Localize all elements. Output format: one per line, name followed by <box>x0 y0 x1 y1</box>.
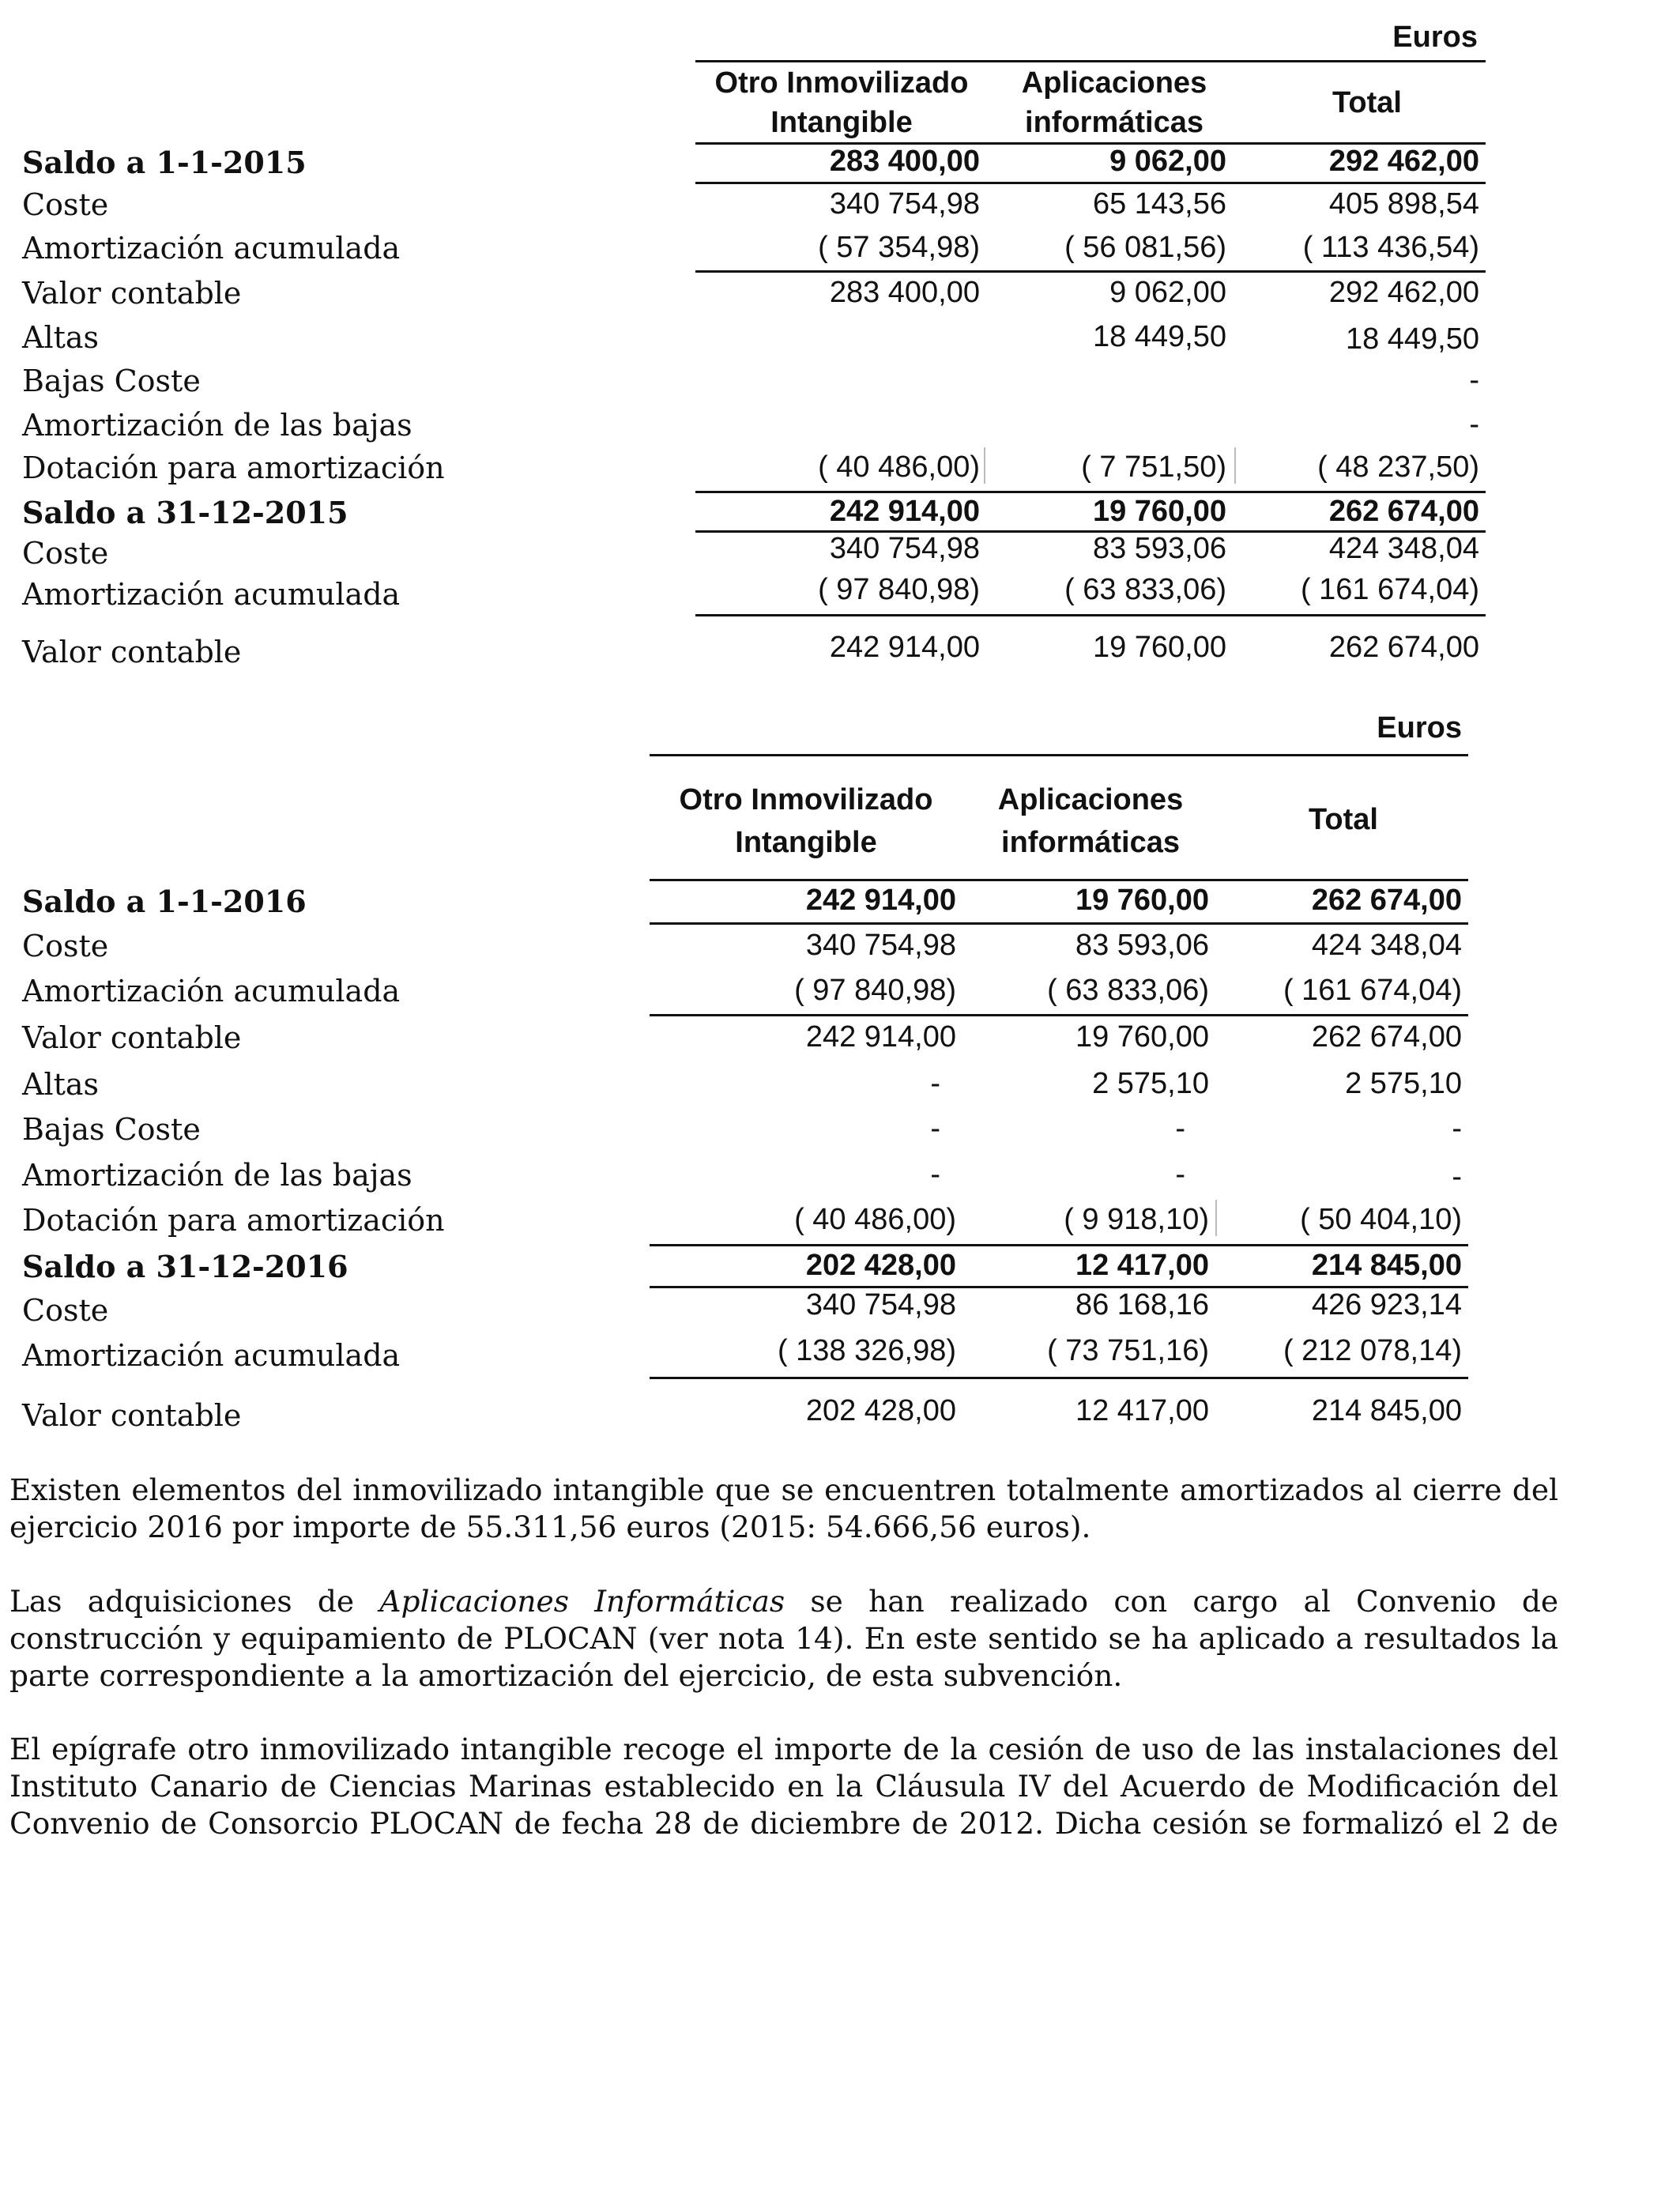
row-label: Amortización de las bajas <box>22 1158 412 1193</box>
cell-value: 18 449,50 <box>1345 322 1479 356</box>
row-rule <box>695 270 1486 273</box>
cell-value: 2 575,10 <box>1092 1067 1209 1100</box>
row-label: Coste <box>22 1293 109 1328</box>
cell-value: 262 674,00 <box>1328 631 1479 664</box>
column-header-total: Total <box>1332 86 1402 119</box>
cell-value: ( 7 751,50) <box>1081 450 1226 484</box>
units-label: Euros <box>1392 21 1478 54</box>
cell-value: 242 914,00 <box>829 495 980 528</box>
cell-value: ( 97 840,98) <box>818 573 980 606</box>
row-label: Amortización acumulada <box>22 577 401 612</box>
cell-value: ( 63 833,06) <box>1047 974 1209 1007</box>
row-label: Amortización acumulada <box>22 974 401 1008</box>
cell-value: ( 57 354,98) <box>818 231 980 264</box>
cell-value: 242 914,00 <box>805 884 956 917</box>
cell-value: 18 449,50 <box>1092 320 1226 353</box>
cell-value: 292 462,00 <box>1328 145 1479 178</box>
paragraph-line <box>9 1583 1558 1620</box>
row-label: Bajas Coste <box>22 364 201 398</box>
row-label: Bajas Coste <box>22 1112 201 1147</box>
row-rule <box>650 1377 1468 1379</box>
paragraph-acquisitions <box>9 1583 1558 1695</box>
cell-value: 214 845,00 <box>1311 1249 1462 1282</box>
cell-value: 340 754,98 <box>805 929 956 962</box>
cell-value: ( 40 486,00) <box>818 450 980 484</box>
cell-value: 83 593,06 <box>1075 929 1209 962</box>
row-rule <box>695 182 1486 184</box>
row-label: Amortización acumulada <box>22 1338 401 1373</box>
cell-value: 202 428,00 <box>805 1394 956 1427</box>
cell-value: 83 593,06 <box>1092 532 1226 565</box>
units-label: Euros <box>1377 711 1462 745</box>
row-label: Saldo a 1-1-2016 <box>22 884 307 919</box>
cell-value: ( 9 918,10) <box>1064 1203 1209 1236</box>
cell-value: 283 400,00 <box>829 276 980 309</box>
cell-value: 214 845,00 <box>1311 1394 1462 1427</box>
cell-value: 19 760,00 <box>1092 631 1226 664</box>
cell-value: - <box>930 1112 940 1145</box>
cell-value: 242 914,00 <box>805 1020 956 1054</box>
cell-value: - <box>1175 1112 1185 1145</box>
row-label: Coste <box>22 536 109 571</box>
row-rule <box>650 1244 1468 1246</box>
cell-value: 340 754,98 <box>805 1288 956 1321</box>
cell-value: 86 168,16 <box>1075 1288 1209 1321</box>
column-header-total: Total <box>1309 803 1378 836</box>
cell-value: 202 428,00 <box>805 1249 956 1282</box>
cell-value: - <box>1452 1160 1462 1193</box>
cell-value: 19 760,00 <box>1092 495 1226 528</box>
cell-value: 262 674,00 <box>1328 495 1479 528</box>
row-label: Amortización de las bajas <box>22 408 412 443</box>
paragraph-line: Convenio de Consorcio PLOCAN de fecha 28 de diciembre de 2012. Dicha cesión se formalizó el 2 de <box>9 1806 1558 1841</box>
paragraph-line: Instituto Canario de Ciencias Marinas establecido en la Cláusula IV del Acuerdo de Modificación del <box>9 1769 1558 1804</box>
text-span: se han realizado con cargo al Convenio de <box>810 1584 1559 1619</box>
row-label: Saldo a 31-12-2016 <box>22 1249 348 1284</box>
row-rule <box>650 1014 1468 1016</box>
cell-value: 283 400,00 <box>829 145 980 178</box>
row-rule <box>695 491 1486 493</box>
cell-value: ( 73 751,16) <box>1047 1334 1209 1367</box>
cell-value: ( 97 840,98) <box>794 974 956 1007</box>
text-span: Las adquisiciones de <box>9 1584 355 1619</box>
cell-value: 9 062,00 <box>1109 145 1226 178</box>
row-label: Dotación para amortización <box>22 450 445 485</box>
paragraph-epigrafe <box>9 1731 1558 1842</box>
row-label: Valor contable <box>22 1398 242 1433</box>
cell-value: ( 161 674,04) <box>1283 974 1462 1007</box>
row-label: Saldo a 31-12-2015 <box>22 495 348 530</box>
cell-value: 405 898,54 <box>1328 187 1479 221</box>
cell-value: 424 348,04 <box>1328 532 1479 565</box>
paragraph-fully-amortized <box>9 1472 1558 1546</box>
row-label: Altas <box>22 1067 100 1102</box>
cell-value: 19 760,00 <box>1075 884 1209 917</box>
header-top-rule <box>695 60 1486 62</box>
row-label: Saldo a 1-1-2015 <box>22 145 307 180</box>
column-header-otro-inmovilizado: Otro Inmovilizado Intangible <box>679 783 933 859</box>
cell-value: 2 575,10 <box>1345 1067 1462 1100</box>
column-header-otro-inmovilizado: Otro Inmovilizado Intangible <box>714 66 969 139</box>
cell-value: 292 462,00 <box>1328 276 1479 309</box>
cell-value: - <box>1175 1158 1185 1191</box>
cell-value: - <box>930 1158 940 1191</box>
cell-value: 262 674,00 <box>1311 884 1462 917</box>
cell-value: ( 212 078,14) <box>1283 1334 1462 1367</box>
paragraph-line: Existen elementos del inmovilizado intangible que se encuentren totalmente amortizados al cierre del <box>9 1472 1558 1507</box>
cell-value: - <box>1469 364 1479 397</box>
cell-value: 426 923,14 <box>1311 1288 1462 1321</box>
cell-value: 262 674,00 <box>1311 1020 1462 1054</box>
row-label: Coste <box>22 929 109 963</box>
paragraph-line: construcción y equipamiento de PLOCAN (ver nota 14). En este sentido se ha aplicado a resultados la <box>9 1621 1558 1656</box>
cell-value: 424 348,04 <box>1311 929 1462 962</box>
cell-value: 19 760,00 <box>1075 1020 1209 1054</box>
row-label: Altas <box>22 320 100 355</box>
cell-value: ( 113 436,54) <box>1302 231 1479 264</box>
paragraph-line: El epígrafe otro inmovilizado intangible recoge el importe de la cesión de uso de las instalaciones del <box>9 1732 1558 1766</box>
cell-value: - <box>1469 408 1479 441</box>
row-label: Amortización acumulada <box>22 231 401 266</box>
cell-value: ( 63 833,06) <box>1064 573 1226 606</box>
column-header-aplicaciones: Aplicaciones informáticas <box>997 783 1184 859</box>
row-label: Valor contable <box>22 635 242 669</box>
italic-term: Aplicaciones Informáticas <box>379 1584 785 1619</box>
header-bottom-rule <box>650 879 1468 881</box>
cell-value: ( 48 237,50) <box>1317 450 1479 484</box>
row-label: Valor contable <box>22 1020 242 1055</box>
paragraph-line: parte correspondiente a la amortización del ejercicio, de esta subvención. <box>9 1658 1123 1693</box>
cell-value: 340 754,98 <box>829 187 980 221</box>
cell-value: ( 40 486,00) <box>794 1203 956 1236</box>
row-rule <box>650 922 1468 925</box>
row-label: Valor contable <box>22 276 242 311</box>
cell-value: 340 754,98 <box>829 532 980 565</box>
cell-value: 242 914,00 <box>829 631 980 664</box>
cell-value: 12 417,00 <box>1075 1249 1209 1282</box>
column-header-aplicaciones: Aplicaciones informáticas <box>1021 66 1207 139</box>
row-label: Dotación para amortización <box>22 1203 445 1238</box>
header-top-rule <box>650 754 1468 756</box>
cell-value: - <box>930 1067 940 1100</box>
row-label: Coste <box>22 187 109 222</box>
cell-value: - <box>1452 1112 1462 1145</box>
cell-value: 12 417,00 <box>1075 1394 1209 1427</box>
paragraph-line: ejercicio 2016 por importe de 55.311,56 euros (2015: 54.666,56 euros). <box>9 1510 1091 1544</box>
row-rule <box>695 614 1486 616</box>
cell-value: 65 143,56 <box>1092 187 1226 221</box>
cell-value: ( 138 326,98) <box>777 1334 956 1367</box>
cell-value: ( 50 404,10) <box>1300 1203 1462 1236</box>
cell-value: ( 56 081,56) <box>1064 231 1226 264</box>
cell-value: ( 161 674,04) <box>1300 573 1479 606</box>
cell-value: 9 062,00 <box>1109 276 1226 309</box>
